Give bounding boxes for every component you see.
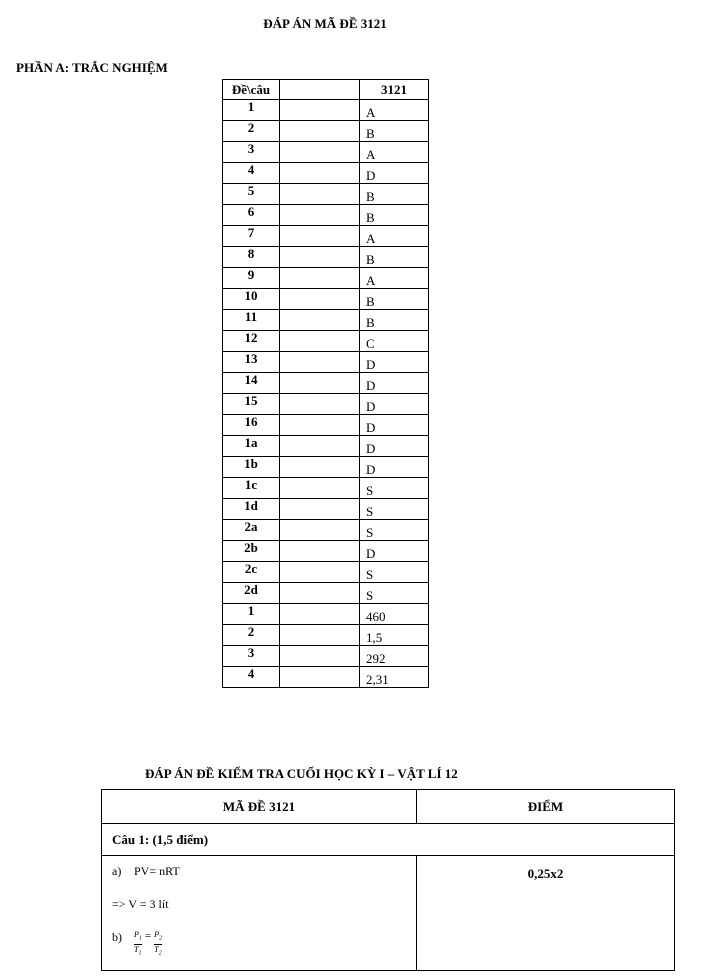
answer-row (223, 247, 429, 268)
question-number: 15 (223, 394, 280, 415)
header-question: Đề\câu (223, 80, 280, 100)
page-title: ĐÁP ÁN MÃ ĐỀ 3121 (263, 16, 387, 31)
frac-right-den-sub: 2 (158, 950, 162, 957)
answer-value: 1,5 (360, 625, 429, 646)
answer-value: D (360, 436, 429, 457)
solution-line-b (112, 930, 415, 963)
answer-row (223, 436, 429, 457)
frac-right-num: P (154, 930, 159, 939)
answer-row (223, 121, 429, 142)
question-number: 1b (223, 457, 280, 478)
blank-cell (280, 352, 360, 373)
blank-cell (280, 604, 360, 625)
answer-row (223, 289, 429, 310)
blank-cell (280, 205, 360, 226)
answer-value: A (360, 142, 429, 163)
answer-value: B (360, 310, 429, 331)
question-number: 1 (223, 100, 280, 121)
question-number: 8 (223, 247, 280, 268)
answer-table-header (223, 80, 429, 100)
key-body-row (102, 856, 675, 971)
question-number: 6 (223, 205, 280, 226)
solution-line-v (112, 897, 415, 930)
label-b: b) (112, 930, 122, 944)
frac-left-den-sub: 1 (138, 950, 142, 957)
blank-cell (280, 646, 360, 667)
answer-row (223, 310, 429, 331)
question-number: 3 (223, 646, 280, 667)
key-question-row (102, 824, 675, 856)
blank-cell (280, 163, 360, 184)
answer-row (223, 646, 429, 667)
question-number: 2 (223, 625, 280, 646)
blank-cell (280, 394, 360, 415)
blank-cell (280, 499, 360, 520)
answer-value: D (360, 352, 429, 373)
blank-cell (280, 247, 360, 268)
question-number: 1d (223, 499, 280, 520)
answer-value: B (360, 184, 429, 205)
blank-cell (280, 520, 360, 541)
answer-value: S (360, 499, 429, 520)
answer-value: B (360, 205, 429, 226)
key-header-row (102, 790, 675, 824)
answer-row (223, 520, 429, 541)
question-number: 7 (223, 226, 280, 247)
answer-value: S (360, 520, 429, 541)
answer-value: A (360, 226, 429, 247)
blank-cell (280, 184, 360, 205)
answer-row (223, 562, 429, 583)
answer-value: B (360, 121, 429, 142)
frac-right-num-sub: 2 (159, 935, 162, 942)
question-number: 1c (223, 478, 280, 499)
blank-cell (280, 436, 360, 457)
answer-value: D (360, 541, 429, 562)
blank-cell (280, 457, 360, 478)
frac-left-num-sub: 1 (138, 935, 142, 942)
blank-cell (280, 226, 360, 247)
answer-key-table (101, 789, 675, 971)
frac-right-den: T (154, 944, 159, 954)
answer-value: D (360, 163, 429, 184)
solution-cell (102, 856, 417, 971)
points-cell: 0,25x2 (417, 856, 675, 971)
key-header-points: ĐIỂM (417, 790, 675, 824)
question-number: 1a (223, 436, 280, 457)
result-volume: => V = 3 lít (112, 897, 169, 911)
key-header-code: MÃ ĐỀ 3121 (102, 790, 417, 824)
equals-sign: = (144, 930, 152, 942)
blank-cell (280, 562, 360, 583)
header-blank (280, 80, 360, 100)
blank-cell (280, 583, 360, 604)
blank-cell (280, 100, 360, 121)
question-number: 2b (223, 541, 280, 562)
header-code: 3121 (360, 80, 429, 100)
question-number: 4 (223, 667, 280, 688)
answer-value: S (360, 478, 429, 499)
section-a-heading: PHẦN A: TRẮC NGHIỆM (16, 60, 168, 75)
question-number: 3 (223, 142, 280, 163)
answer-row (223, 184, 429, 205)
answer-table (222, 79, 429, 688)
question-number: 4 (223, 163, 280, 184)
answer-row (223, 100, 429, 121)
answer-value: 292 (360, 646, 429, 667)
answer-value: D (360, 415, 429, 436)
blank-cell (280, 541, 360, 562)
answer-row (223, 478, 429, 499)
blank-cell (280, 415, 360, 436)
equation-pv: PV= nRT (134, 864, 180, 878)
question-number: 5 (223, 184, 280, 205)
label-a: a) (112, 864, 122, 878)
blank-cell (280, 478, 360, 499)
frac-left-den: T (134, 944, 139, 954)
question-label: Câu 1: (1,5 điểm) (102, 824, 675, 856)
answer-value: C (360, 331, 429, 352)
blank-cell (280, 121, 360, 142)
answer-value: D (360, 373, 429, 394)
blank-cell (280, 373, 360, 394)
answer-value: S (360, 562, 429, 583)
answer-row (223, 583, 429, 604)
question-number: 2 (223, 121, 280, 142)
answer-row (223, 373, 429, 394)
answer-value: S (360, 583, 429, 604)
answer-row (223, 268, 429, 289)
question-number: 13 (223, 352, 280, 373)
answer-value: A (360, 100, 429, 121)
answer-row (223, 394, 429, 415)
section-b-heading: ĐÁP ÁN ĐỀ KIỂM TRA CUỐI HỌC KỲ I – VẬT LÍ 12 (145, 766, 458, 781)
fraction-left (134, 930, 142, 958)
answer-row (223, 142, 429, 163)
question-number: 14 (223, 373, 280, 394)
answer-value: 2,31 (360, 667, 429, 688)
blank-cell (280, 289, 360, 310)
answer-row (223, 625, 429, 646)
answer-row (223, 205, 429, 226)
question-number: 16 (223, 415, 280, 436)
question-number: 12 (223, 331, 280, 352)
answer-row (223, 457, 429, 478)
blank-cell (280, 625, 360, 646)
answer-row (223, 226, 429, 247)
answer-row (223, 331, 429, 352)
solution-line-a (112, 864, 415, 897)
answer-value: D (360, 394, 429, 415)
answer-value: 460 (360, 604, 429, 625)
question-number: 11 (223, 310, 280, 331)
blank-cell (280, 268, 360, 289)
answer-row (223, 667, 429, 688)
answer-value: B (360, 247, 429, 268)
question-number: 2d (223, 583, 280, 604)
answer-value: A (360, 268, 429, 289)
blank-cell (280, 310, 360, 331)
answer-value: B (360, 289, 429, 310)
question-number: 2c (223, 562, 280, 583)
answer-row (223, 604, 429, 625)
blank-cell (280, 142, 360, 163)
answer-row (223, 352, 429, 373)
answer-row (223, 541, 429, 562)
answer-row (223, 499, 429, 520)
question-number: 2a (223, 520, 280, 541)
answer-row (223, 415, 429, 436)
question-number: 9 (223, 268, 280, 289)
question-number: 10 (223, 289, 280, 310)
question-number: 1 (223, 604, 280, 625)
blank-cell (280, 331, 360, 352)
fraction-right (154, 930, 162, 958)
frac-left-num: P (134, 930, 139, 939)
answer-row (223, 163, 429, 184)
blank-cell (280, 667, 360, 688)
answer-value: D (360, 457, 429, 478)
